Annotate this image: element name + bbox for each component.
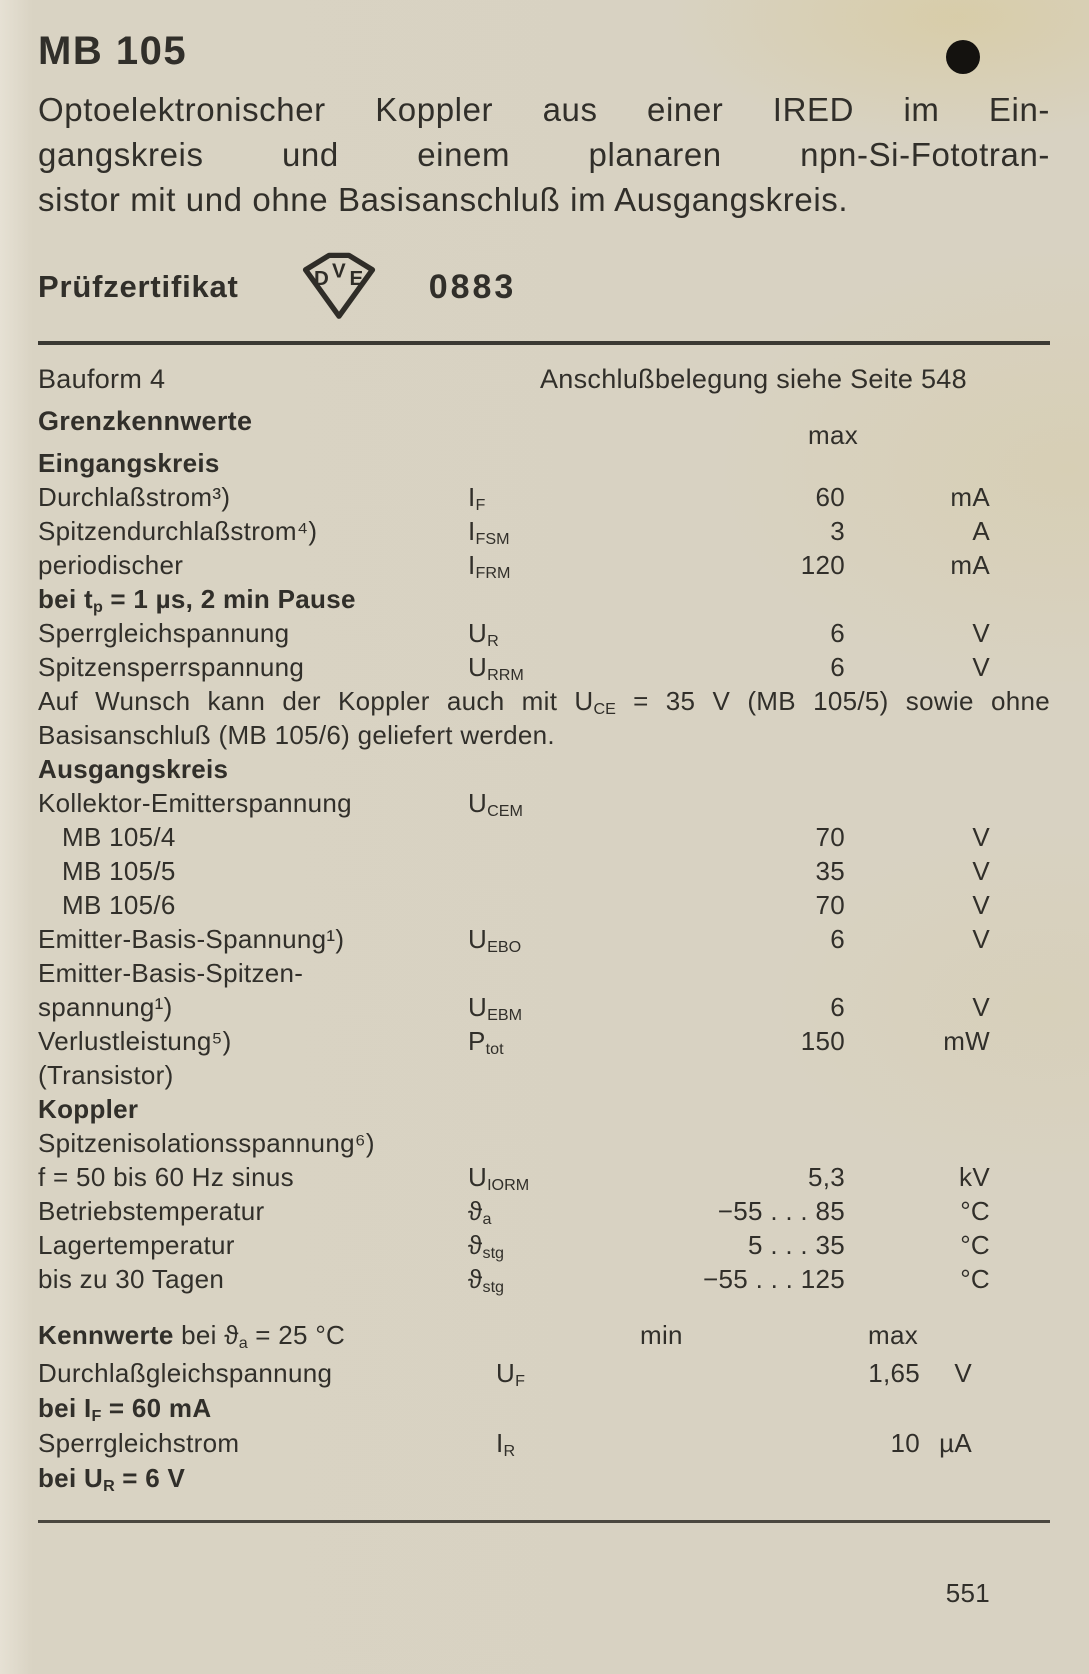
row-max-value: 6 [830, 618, 845, 648]
row-label: (Transistor) [38, 1060, 174, 1090]
characteristics-title-condition: bei $ϑ_a = 25$ °C [173, 1320, 346, 1352]
row-label: bei $t_p = 1$ µs, 2 min Pause [38, 584, 356, 616]
row-unit: kV [959, 1162, 990, 1192]
row-symbol: $U_F$ [496, 1358, 525, 1390]
row-max-value: 5 . . . 35 [748, 1230, 845, 1260]
table-row [38, 548, 1050, 582]
section-heading: Koppler [38, 1094, 139, 1124]
certificate-row [38, 246, 1050, 328]
row-symbol: $U_{EBM}$ [468, 992, 522, 1024]
table-row [38, 956, 1050, 990]
row-label: bei $U_R = 6$ V [38, 1463, 186, 1495]
row-label: Spitzenisolationsspannung⁶) [38, 1128, 375, 1158]
row-label: bis zu 30 Tagen [38, 1264, 225, 1294]
row-unit: mW [943, 1026, 990, 1056]
row-symbol: $ϑ_a$ [468, 1196, 492, 1228]
table-row [38, 820, 1050, 854]
table-row [38, 1194, 1050, 1228]
row-label: MB 105/5 [62, 856, 176, 886]
table-row [38, 480, 1050, 514]
pinout-reference: Anschlußbelegung siehe Seite 548 [540, 364, 967, 394]
row-label: MB 105/6 [62, 890, 176, 920]
table-row [38, 922, 1050, 956]
row-label: Sperrgleichspannung [38, 618, 290, 648]
svg-text:V: V [331, 258, 346, 282]
bauform-label: Bauform 4 [38, 364, 166, 394]
limits-sections [38, 446, 1050, 1296]
row-unit: °C [960, 1230, 990, 1260]
bottom-rule [38, 1520, 1050, 1523]
row-unit: V [972, 890, 990, 920]
top-rule [38, 341, 1050, 345]
row-unit: V [972, 652, 990, 682]
row-unit: °C [960, 1264, 990, 1294]
row-label: periodischer [38, 550, 184, 580]
row-label: Durchlaßstrom³) [38, 482, 231, 512]
row-label: bei $I_F = 60$ mA [38, 1393, 212, 1425]
row-label: f = 50 bis 60 Hz sinus [38, 1162, 294, 1192]
row-symbol: $U_{IORM}$ [468, 1162, 530, 1194]
row-unit: V [972, 618, 990, 648]
vde-triangle-mark-icon [301, 246, 377, 329]
certificate-label: Prüfzertifikat [38, 269, 239, 304]
table-row [38, 1058, 1050, 1092]
svg-text:E: E [349, 266, 364, 290]
table-row [38, 990, 1050, 1024]
row-unit: mA [950, 482, 990, 512]
row-label: Durchlaßgleichspannung [38, 1358, 333, 1388]
bauform-row [38, 362, 1050, 396]
row-max-value: 120 [800, 550, 845, 580]
row-label: Kollektor-Emitterspannung [38, 788, 352, 818]
note-line: Basisanschluß (MB 105/6) geliefert werden. [38, 720, 555, 750]
limits-title: Grenzkennwerte [38, 406, 253, 436]
row-symbol: $U_{CEM}$ [468, 788, 523, 820]
characteristics-title: Kennwerte [38, 1320, 174, 1350]
table-row [38, 854, 1050, 888]
row-symbol: $ϑ_{stg}$ [468, 1264, 505, 1296]
description-line: Optoelektronischer Koppler aus einer IRED im Ein- [38, 91, 1050, 128]
row-unit: V [972, 856, 990, 886]
row-max-value: 6 [830, 924, 845, 954]
limits-title-row [38, 406, 1050, 450]
row-max-value: −55 . . . 125 [703, 1264, 845, 1294]
characteristics-header [38, 1314, 1050, 1356]
row-label: Spitzendurchlaßstrom⁴) [38, 516, 318, 546]
section-heading: Ausgangskreis [38, 754, 229, 784]
description-line: sistor mit und ohne Basisanschluß im Ausgangskreis. [38, 181, 849, 218]
note-line: Auf Wunsch kann der Koppler auch mit $U_{CE} = 35$ V (MB 105/5) sowie ohne [38, 686, 1050, 718]
row-symbol: $U_{EBO}$ [468, 924, 522, 956]
certificate-number: 0883 [428, 267, 517, 306]
table-row [38, 514, 1050, 548]
table-row [38, 786, 1050, 820]
row-label: Emitter-Basis-Spannung¹) [38, 924, 345, 954]
row-label: MB 105/4 [62, 822, 176, 852]
table-row [38, 1024, 1050, 1058]
row-label: spannung¹) [38, 992, 173, 1022]
table-row [38, 1160, 1050, 1194]
min-column-header: min [640, 1320, 683, 1350]
row-max-value: 10 [890, 1428, 920, 1458]
row-max-value: −55 . . . 85 [717, 1196, 845, 1226]
table-row [38, 1391, 1050, 1426]
row-symbol: $I_{FSM}$ [468, 516, 510, 548]
row-max-value: 150 [800, 1026, 845, 1056]
description-paragraph [38, 87, 1050, 222]
row-unit: V [972, 822, 990, 852]
row-max-value: 5,3 [807, 1162, 845, 1192]
row-max-value: 35 [815, 856, 845, 886]
row-unit: mA [950, 550, 990, 580]
max-column-header: max [868, 1320, 919, 1350]
table-row [38, 888, 1050, 922]
row-symbol: $I_F$ [468, 482, 486, 514]
row-unit: V [954, 1358, 972, 1388]
row-label: Sperrgleichstrom [38, 1428, 240, 1458]
row-max-value: 70 [815, 822, 845, 852]
max-column-header: max [808, 420, 859, 450]
table-row [38, 1356, 1050, 1391]
characteristics-rows [38, 1356, 1050, 1496]
row-symbol: $I_R$ [496, 1428, 516, 1460]
row-label: Emitter-Basis-Spitzen- [38, 958, 304, 988]
row-unit: °C [960, 1196, 990, 1226]
row-max-value: 6 [830, 652, 845, 682]
row-unit: A [972, 516, 990, 546]
table-row [38, 616, 1050, 650]
table-row [38, 1461, 1050, 1496]
row-label: Verlustleistung⁵) [38, 1026, 232, 1056]
row-symbol: $P_{tot}$ [468, 1026, 504, 1058]
row-unit: V [972, 924, 990, 954]
row-max-value: 6 [830, 992, 845, 1022]
row-max-value: 1,65 [868, 1358, 920, 1388]
row-label: Spitzensperrspannung [38, 652, 305, 682]
page-title: MB 105 [38, 29, 188, 73]
table-row [38, 1126, 1050, 1160]
row-symbol: $U_R$ [468, 618, 499, 650]
row-symbol: $U_{RRM}$ [468, 652, 524, 684]
row-unit: µA [939, 1428, 972, 1458]
row-unit: V [972, 992, 990, 1022]
row-label: Lagertemperatur [38, 1230, 235, 1260]
section-heading: Eingangskreis [38, 448, 220, 478]
svg-text:D: D [313, 266, 329, 290]
row-label: Betriebstemperatur [38, 1196, 265, 1226]
row-symbol: $I_{FRM}$ [468, 550, 511, 582]
table-row [38, 1228, 1050, 1262]
row-max-value: 70 [815, 890, 845, 920]
page-number: 551 [945, 1578, 990, 1608]
table-row [38, 582, 1050, 616]
row-max-value: 3 [830, 516, 845, 546]
table-row [38, 1262, 1050, 1296]
row-max-value: 60 [815, 482, 845, 512]
table-row [38, 1426, 1050, 1461]
table-row [38, 650, 1050, 684]
description-line: gangskreis und einem planaren npn-Si-Fototran- [38, 136, 1050, 173]
row-symbol: $ϑ_{stg}$ [468, 1230, 505, 1262]
